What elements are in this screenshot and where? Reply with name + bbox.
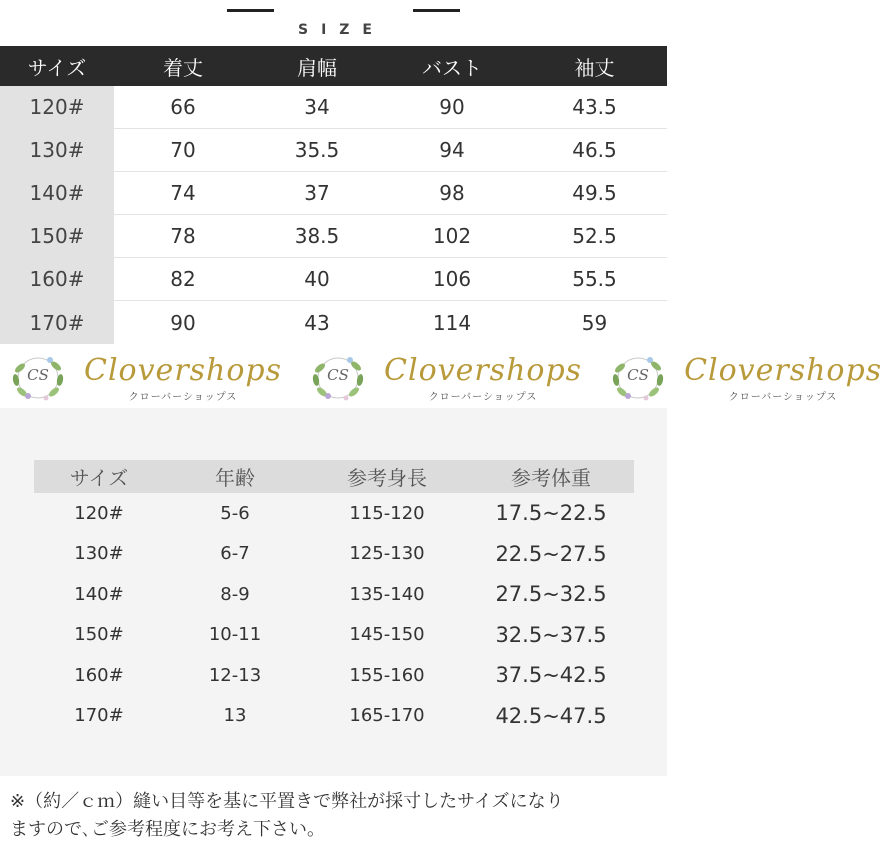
table-row xyxy=(0,258,667,301)
cell-bust: 90 xyxy=(439,95,465,119)
measurement-note xyxy=(10,788,660,844)
size-table xyxy=(0,46,667,344)
col-header-weight: 参考体重 xyxy=(511,466,591,490)
cell-bust: 94 xyxy=(439,138,465,162)
col-header-length: 着丈 xyxy=(163,55,203,80)
table-row xyxy=(0,129,667,172)
cell-height: 155-160 xyxy=(349,664,425,686)
table-row xyxy=(34,534,634,575)
cell-weight: 32.5~37.5 xyxy=(495,622,607,647)
cell-sleeve: 59 xyxy=(581,310,608,335)
brand-logo-unit xyxy=(600,350,882,406)
cell-length: 74 xyxy=(170,181,196,205)
logo-letters: CS xyxy=(627,366,649,384)
cell-height: 115-120 xyxy=(349,502,425,524)
cell-weight: 17.5~22.5 xyxy=(495,501,607,526)
cell-height: 125-130 xyxy=(349,543,425,565)
cell-shoulder: 34 xyxy=(304,95,330,119)
header-line-left xyxy=(227,9,274,12)
brand-text xyxy=(384,354,582,403)
brand-banner xyxy=(0,348,882,408)
brand-logo-unit xyxy=(0,350,282,406)
cell-shoulder: 35.5 xyxy=(294,138,340,162)
table-row xyxy=(34,574,634,615)
logo-letters: CS xyxy=(27,366,49,384)
wreath-logo-icon xyxy=(606,350,670,406)
col-header-height: 参考身長 xyxy=(347,466,427,490)
cell-length: 78 xyxy=(170,224,196,248)
cell-size: 170# xyxy=(0,301,114,344)
cell-size: 120# xyxy=(74,502,124,524)
age-table-body xyxy=(34,493,634,736)
table-row xyxy=(0,215,667,258)
cell-length: 66 xyxy=(170,95,196,119)
note-line-2: ますので､ご参考程度にお考え下さい。 xyxy=(10,819,325,840)
brand-name: Clovershops xyxy=(84,352,283,388)
brand-text xyxy=(684,354,882,403)
wreath-logo-icon xyxy=(306,350,370,406)
col-header-shoulder: 肩幅 xyxy=(297,55,337,80)
cell-weight: 37.5~42.5 xyxy=(495,663,607,688)
col-header-bust: バスト xyxy=(422,55,482,80)
cell-bust: 98 xyxy=(439,181,465,205)
table-row xyxy=(0,172,667,215)
cell-sleeve: 46.5 xyxy=(572,138,617,162)
cell-sleeve: 55.5 xyxy=(572,267,617,291)
table-row xyxy=(34,493,634,534)
note-line-1: ※（約／ｃｍ）縫い目等を基に平置きで弊社が採寸したサイズになり xyxy=(10,791,564,812)
cell-size: 120# xyxy=(0,86,114,128)
logo-letters: CS xyxy=(327,366,349,384)
cell-shoulder: 40 xyxy=(304,267,330,291)
cell-sleeve: 52.5 xyxy=(572,224,617,248)
cell-bust: 102 xyxy=(432,224,472,248)
cell-bust: 114 xyxy=(432,310,472,335)
size-table-body xyxy=(0,86,667,344)
cell-sleeve: 43.5 xyxy=(572,95,617,119)
table-row xyxy=(0,86,667,129)
col-header-sleeve: 袖丈 xyxy=(574,55,615,80)
cell-length: 70 xyxy=(170,138,196,162)
cell-length: 82 xyxy=(170,267,196,291)
cell-weight: 22.5~27.5 xyxy=(495,541,607,566)
cell-age: 8-9 xyxy=(220,583,250,605)
cell-shoulder: 43 xyxy=(304,310,330,335)
cell-weight: 27.5~32.5 xyxy=(495,582,607,607)
cell-shoulder: 38.5 xyxy=(294,224,340,248)
section-header xyxy=(0,0,667,46)
col-header-size: サイズ xyxy=(0,52,114,81)
brand-text xyxy=(84,354,282,403)
cell-age: 13 xyxy=(223,705,247,727)
cell-weight: 42.5~47.5 xyxy=(495,703,607,728)
header-line-right xyxy=(413,9,460,12)
cell-sleeve: 49.5 xyxy=(572,181,617,205)
brand-logo-unit xyxy=(300,350,582,406)
cell-size: 130# xyxy=(74,543,124,565)
cell-age: 10-11 xyxy=(208,624,262,646)
cell-height: 135-140 xyxy=(349,583,425,605)
cell-age: 12-13 xyxy=(208,664,262,686)
cell-shoulder: 37 xyxy=(304,181,330,205)
brand-name: Clovershops xyxy=(384,352,583,388)
brand-name: Clovershops xyxy=(684,352,882,388)
cell-size: 150# xyxy=(74,624,124,646)
reference-section xyxy=(0,408,667,776)
cell-height: 165-170 xyxy=(349,705,425,727)
cell-size: 140# xyxy=(0,172,114,214)
cell-bust: 106 xyxy=(432,267,472,291)
table-row xyxy=(34,615,634,656)
size-table-header xyxy=(0,46,667,86)
cell-size: 160# xyxy=(74,664,124,686)
table-row xyxy=(34,696,634,737)
cell-size: 170# xyxy=(74,705,124,727)
wreath-logo-icon xyxy=(6,350,70,406)
cell-length: 90 xyxy=(170,310,196,335)
cell-height: 145-150 xyxy=(349,624,425,646)
cell-size: 150# xyxy=(0,215,114,257)
brand-subtitle: クローバーショップス xyxy=(728,391,838,403)
age-table xyxy=(34,460,634,736)
cell-age: 5-6 xyxy=(220,502,250,524)
cell-size: 160# xyxy=(0,258,114,300)
col-header-size: サイズ xyxy=(69,466,129,490)
brand-subtitle: クローバーショップス xyxy=(428,391,538,403)
table-row xyxy=(34,655,634,696)
section-title: SIZE xyxy=(297,22,385,38)
cell-age: 6-7 xyxy=(220,543,250,565)
age-table-header xyxy=(34,460,634,493)
table-row xyxy=(0,301,667,344)
col-header-age: 年齢 xyxy=(215,466,255,490)
brand-subtitle: クローバーショップス xyxy=(128,391,238,403)
cell-size: 130# xyxy=(0,129,114,171)
cell-size: 140# xyxy=(74,583,124,605)
